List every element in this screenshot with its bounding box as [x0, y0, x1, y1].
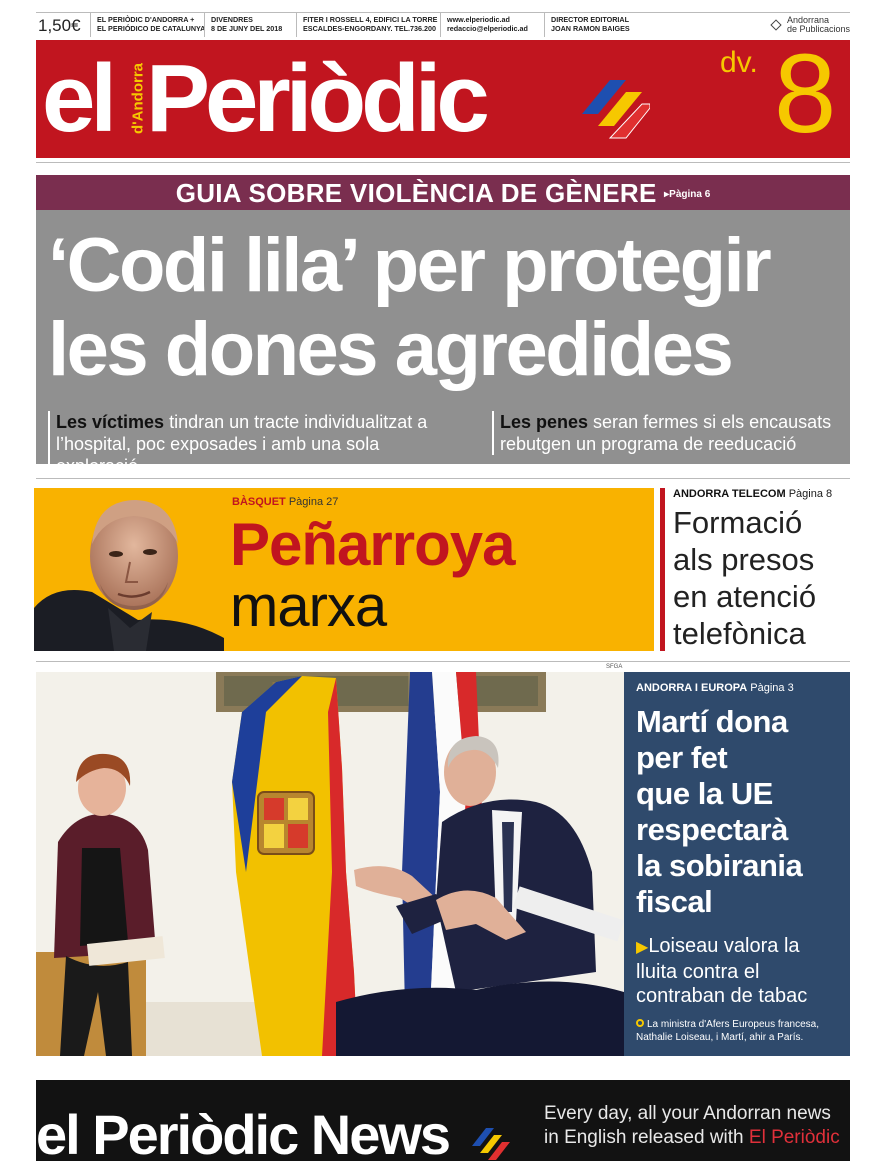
- meeting-photo: [36, 672, 624, 1056]
- lead-subhead-penalties: Les penes seran fermes si els encausats rebutgen un programa de reeducació: [492, 411, 884, 455]
- date-info: DIVENDRES 8 DE JUNY DEL 2018: [204, 13, 296, 37]
- basket-headline-name: Peñarroya: [230, 511, 515, 578]
- photo-credit: SFGA: [606, 664, 623, 670]
- top-info-bar: [36, 12, 850, 38]
- divider: [36, 162, 850, 163]
- news-logo: el Periòdic News: [36, 1103, 450, 1161]
- photo-caption: La ministra d'Afers Europeus francesa, Nathalie Loiseau, i Martí, ahir a París.: [636, 1019, 819, 1043]
- europe-kicker: ANDORRA I EUROPA Pàgina 3: [636, 682, 794, 694]
- diamond-icon: [769, 18, 783, 32]
- basket-kicker: BÀSQUET Pàgina 27: [232, 496, 339, 508]
- masthead-andorra: d'Andorra: [129, 62, 147, 135]
- web-contact: [440, 13, 544, 37]
- lead-kicker: GUIA SOBRE VIOLÈNCIA DE GÈNERE ▸Pàgina 6: [36, 175, 850, 210]
- telecom-headline: Formació als presos en atenció telefònica: [673, 505, 817, 651]
- basket-story: [34, 488, 654, 651]
- news-banner[interactable]: [36, 1080, 850, 1161]
- europe-story: [624, 672, 850, 1056]
- divider: [36, 478, 850, 479]
- triangle-icon: ▶: [636, 939, 649, 956]
- flag-stripes-icon: [580, 74, 650, 144]
- telecom-story: [660, 488, 850, 651]
- europe-subhead: ▶Loiseau valora la lluita contra el contraban de tabac: [636, 935, 808, 1007]
- coach-portrait: [34, 488, 224, 651]
- lead-headline: ‘Codi lila’ per protegir les dones agredides: [48, 223, 770, 392]
- website-link[interactable]: www.elperiodic.ad: [447, 15, 510, 24]
- publisher-logo: Andorrana de Publicacions: [769, 13, 850, 34]
- europe-headline: Martí dona per fet que la UE respectarà la sobirania fiscal: [636, 704, 803, 919]
- lead-subhead-victims: Les víctimes tindran un tracte individualitzat a l’hospital, poc exposades i amb una sola exploració: [48, 411, 440, 477]
- masthead-el: el: [42, 45, 113, 152]
- divider: [36, 661, 850, 662]
- editions-info: EL PERIÒDIC D'ANDORRA + EL PERIÓDICO DE CATALUNYA: [90, 13, 204, 37]
- lead-page-ref: ▸Pàgina 6: [664, 189, 711, 201]
- lead-story: [36, 210, 850, 476]
- telecom-kicker: ANDORRA TELECOM Pàgina 8: [673, 488, 833, 500]
- price: 1,50€: [38, 16, 81, 35]
- masthead: [36, 40, 850, 158]
- day-number: 8: [774, 40, 837, 156]
- weekday: dv.: [720, 46, 758, 79]
- news-tagline: Every day, all your Andorran news in English released with El Periòdic: [544, 1103, 840, 1148]
- camera-dot-icon: [636, 1019, 644, 1027]
- director-info: DIRECTOR EDITORIAL JOAN RAMON BAIGES: [544, 13, 654, 37]
- email-link[interactable]: redaccio@elperiodic.ad: [447, 24, 528, 33]
- masthead-periodic: Periòdic: [146, 45, 485, 152]
- basket-headline-verb: marxa: [230, 574, 387, 639]
- address-info: FITER I ROSSELL 4, EDIFICI LA TORRE ESCALDES-ENGORDANY. TEL.736.200: [296, 13, 440, 37]
- flag-stripes-icon: [470, 1126, 510, 1161]
